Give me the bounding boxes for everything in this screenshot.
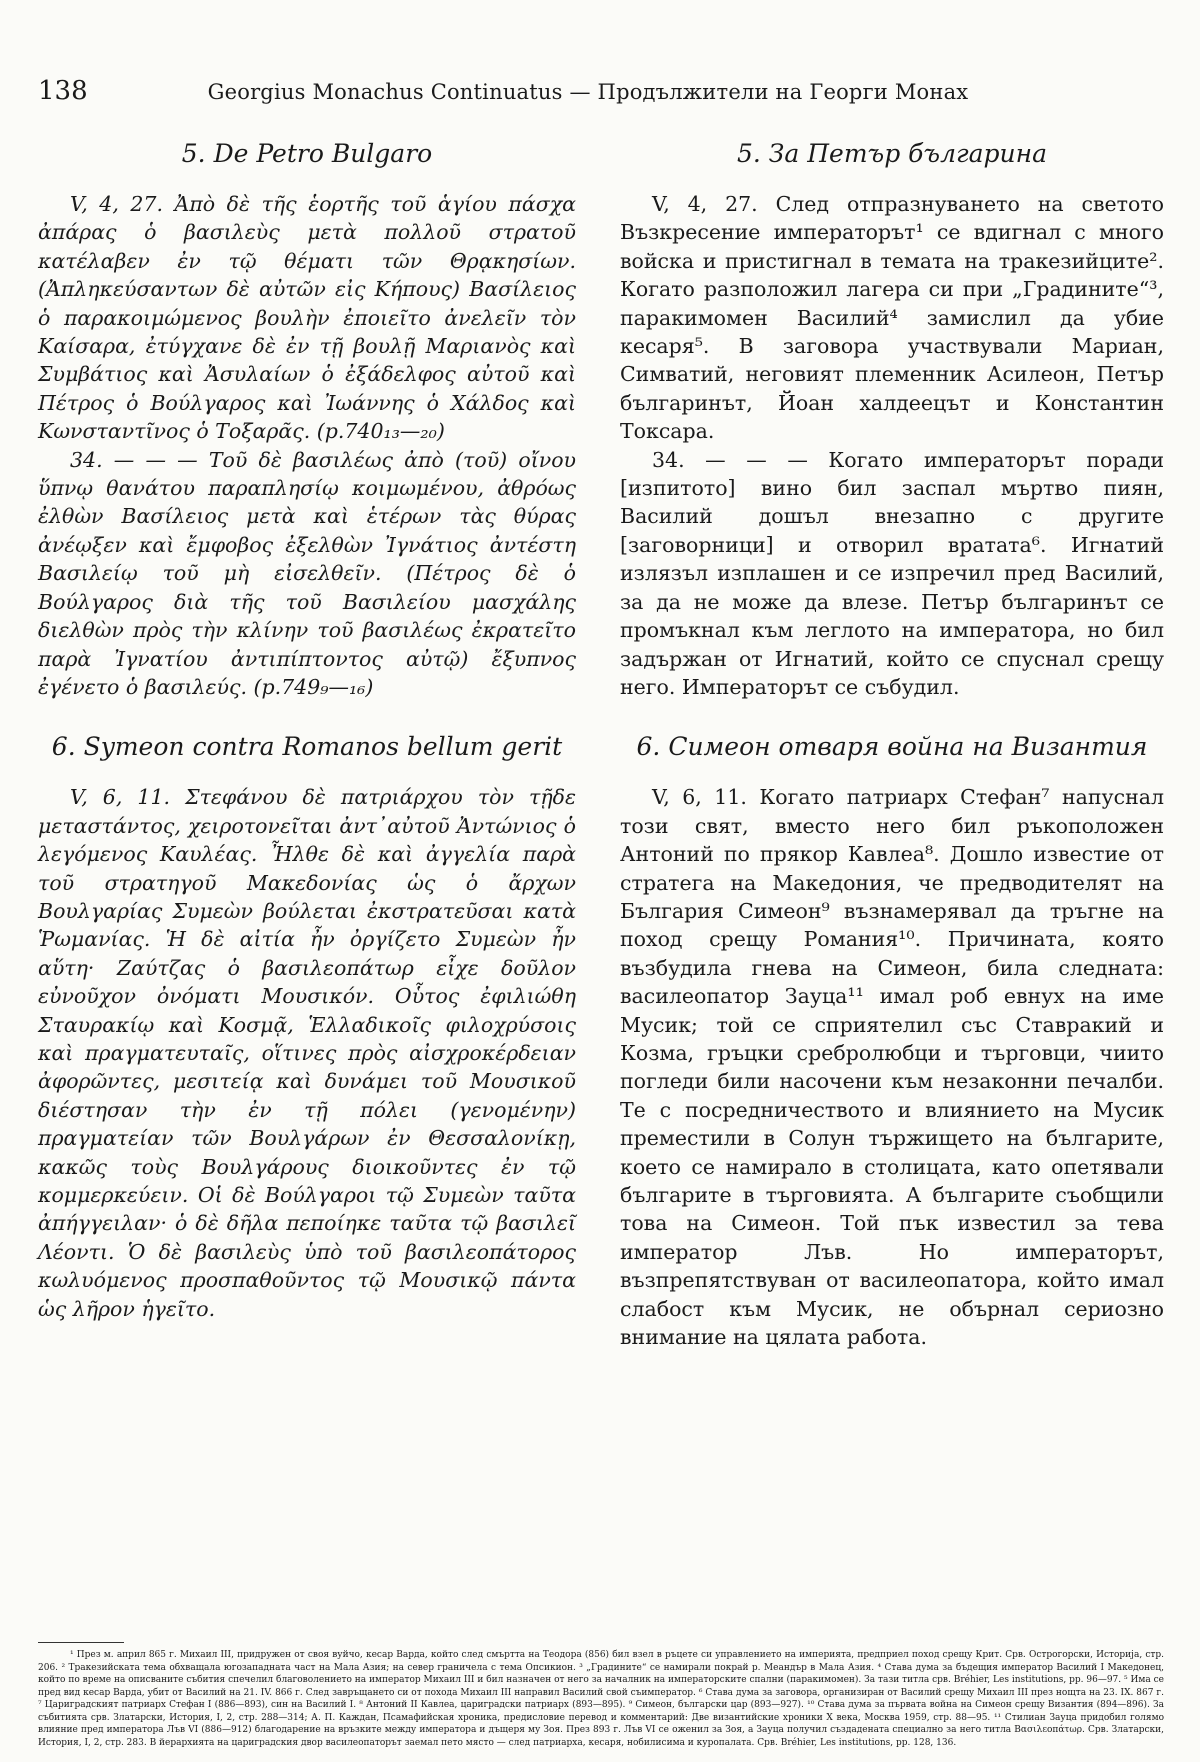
footnote-rule	[38, 1642, 124, 1643]
latin-greek-column	[38, 138, 576, 1323]
running-title: Georgius Monachus Continuatus — Продължители на Георги Монах	[207, 80, 969, 104]
running-head	[38, 76, 1138, 106]
translation-paragraph: V, 6, 11. Когато патриарх Стефан⁷ напуснал този свят, вместо него бил ръкоположен Антоний по прякор Кавлеа⁸. Дошло известие от стратега на Македония, че предводителят на България Симеон⁹ възнамерявал да тръгне на поход срещу Романия¹⁰. Причината, която възбудила гнева на Симеон, била следната: василеопатор Зауца¹¹ имал роб евнух на име Мусик; той се сприятелил със Ставракий и Козма, гръцки сребролюбци и търговци, чиито погледи били насочени към незаконни печалби. Те с посредничеството и влиянието на Мусик преместили в Солун тържището на българите, което се намирало в столицата, като опетявали българите в търговията. А българите съобщили това на Симеон. Той пък известил за тева император Лъв. Но императорът, възпрепятствуван от василеопатора, който имал слабост към Мусик, не обърнал сериозно внимание на цялата работа.	[620, 785, 1164, 1350]
section-5-heading-bulgarian: 5. За Петър българина	[737, 139, 1047, 168]
section-5-heading-latin: 5. De Petro Bulgaro	[181, 139, 433, 168]
translation-paragraph: V, 4, 27. След отпразнуването на светото Възкресение императорът¹ се вдигнал с много войска и пристигнал в темата на тракезийците². Когато разположил лагера си при „Градините“³, паракимомен Василий⁴ замислил да убие кесаря⁵. В заговора участвували Мариан, Симватий, неговият племенник Асилеон, Петър българинът, Йоан халдеецът и Константин Токсара.	[620, 192, 1164, 444]
footnotes	[38, 1642, 1164, 1749]
bulgarian-translation-column	[620, 138, 1164, 1351]
footnote-text: ¹ През м. април 865 г. Михаил III, придружен от своя вуйчо, кесар Варда, който след смъртта на Теодора (856) бил взел в ръцете си управлението на империята, предприел поход срещу Крит. Срв. Острогорски, Историја, стр. 206. ² Тракезийската тема обхващала югозападната част на Мала Азия; на север граничела с тема Опсикион. ³ „Градините“ се намирали покрай р. Меандър в Мала Азия. ⁴ Става дума за бъдещия император Василий I Македонец, който по време на описваните събития спечелил благоволението на император Михаил III и бил назначен от него за началник на императорските спални (паракимомен). За тази титла срв. Bréhier, Les institutions, pp. 96—97. ⁵ Има се пред вид кесар Варда, убит от Василий на 21. IV. 866 г. След завръщането си от похода Михаил III направил Василий свой съимператор. ⁶ Става дума за заговора, организиран от Василий срещу Михаил III през нощта на 23. IX. 867 г. ⁷ Цариградският патриарх Стефан I (886—893), син на Василий I. ⁸ Антоний II Кавлеа, цариградски патриарх (893—895). ⁹ Симеон, български цар (893—927). ¹⁰ Става дума за първата война на Симеон срещу Византия (894—896). За събитията срв. Златарски, История, I, 2, стр. 288—314; А. П. Каждан, Псамафийская хроника, предисловие перевод и комментарий: Две византийские хроники X века, Москва 1959, стр. 88—95. ¹¹ Стилиан Зауца придобил голямо влияние пред императора Лъв VI (886—912) благодарение на връзките между императора и дъщеря му Зоя. През 893 г. Лъв VI се оженил за Зоя, а Зауца получил създадената специално за него титла Βασιλεοπάτωρ. Срв. Златарски, История, I, 2, стр. 283. В йерархията на цариградския двор василеопаторът заемал пето място — след патриарха, кесаря, нобилисима и куропалата. Срв. Bréhier, Les institutions, pp. 128, 136.	[38, 1650, 1164, 1748]
greek-text-paragraph: V, 4, 27. Ἀπὸ δὲ τῆς ἑορτῆς τοῦ ἁγίου πάσχα ἀπάρας ὁ βασιλεὺς μετὰ πολλοῦ στρατοῦ κατέλαβεν ἐν τῷ θέματι τῶν Θρᾳκησίων. (Ἀπληκεύσαντων δὲ αὐτῶν εἰς Κήπους) Βασίλειος ὁ παρακοιμώμενος βουλὴν ἐποιεῖτο ἀνελεῖν τὸν Καίσαρα, ἐτύγχανε δὲ ἐν τῇ βουλῇ Μαριανὸς καὶ Συμβάτιος καὶ Ἀσυλαίων ὁ ἐξάδελφος αὐτοῦ καὶ Πέτρος ὁ Βούλγαρος καὶ Ἰωάννης ὁ Χάλδος καὶ Κωνσταντῖνος ὁ Τοξαρᾶς. (p.740₁₃—₂₀)	[38, 192, 576, 444]
section-6-heading-bulgarian: 6. Симеон отваря война на Византия	[636, 732, 1148, 762]
greek-text-paragraph: V, 6, 11. Στεφάνου δὲ πατριάρχου τὸν τῇδε μεταστάντος, χειροτονεῖται ἀντ᾽αὐτοῦ Ἀντώνιος ὁ λεγόμενος Καυλέας. Ἦλθε δὲ καὶ ἀγγελία παρὰ τοῦ στρατηγοῦ Μακεδονίας ὡς ὁ ἄρχων Βουλγαρίας Συμεὼν βούλεται ἐκστρατεῦσαι κατὰ Ῥωμανίας. Ἡ δὲ αἰτία ἦν ὀργίζετο Συμεὼν ἦν αὕτη· Ζαύτζας ὁ βασιλεοπάτωρ εἶχε δοῦλον εὐνοῦχον ὀνόματι Μουσικόν. Οὗτος ἐφιλιώθη Σταυρακίῳ καὶ Κοσμᾷ, Ἑλλαδικοῖς φιλοχρύσοις καὶ πραγματευταῖς, οἵτινες πρὸς αἰσχροκέρδειαν ἀφορῶντες, μεσιτείᾳ καὶ δυνάμει τοῦ Μουσικοῦ διέστησαν τὴν ἐν τῇ πόλει (γενομένην) πραγματείαν τῶν Βουλγάρων ἐν Θεσσαλονίκῃ, κακῶς τοὺς Βουλγάρους διοικοῦντες ἐν τῷ κομμερκεύειν. Οἱ δὲ Βούλγαροι τῷ Συμεὼν ταῦτα ἀπήγγειλαν· ὁ δὲ δῆλα πεποίηκε ταῦτα τῷ βασιλεῖ Λέοντι. Ὁ δὲ βασιλεὺς ὑπὸ τοῦ βασιλεοπάτορος κωλυόμενος προσπαθοῦντος τῷ Μουσικῷ πάντα ὡς λῆρον ἡγεῖτο.	[38, 785, 576, 1321]
translation-paragraph: 34. — — — Когато императорът поради [изпитото] вино бил заспал мъртво пиян, Василий дошъл внезапно с другите [заговорници] и отворил вратата⁶. Игнатий излязъл изплашен и се изпречил пред Василий, за да не може да влезе. Петър българинът се промъкнал към леглото на императора, но бил задържан от Игнатий, който се спуснал срещу него. Императорът се събудил.	[620, 447, 1164, 699]
section-6-heading-latin: 6. Symeon contra Romanos bellum gerit	[51, 732, 563, 762]
greek-text-paragraph: 34. — — — Τοῦ δὲ βασιλέως ἀπὸ (τοῦ) οἴνου ὕπνῳ θανάτου παραπλησίῳ κοιμωμένου, ἀθρόως ἐλθὼν Βασίλειος μετὰ καὶ ἑτέρων τὰς θύρας ἀνέῳξεν καὶ ἔμφοβος ἐξελθὼν Ἰγνάτιος ἀντέστη Βασιλείῳ τοῦ μὴ εἰσελθεῖν. (Πέτρος δὲ ὁ Βούλγαρος διὰ τῆς τοῦ Βασιλείου μασχάλης διελθὼν πρὸς τὴν κλίνην τοῦ βασιλέως ἐκρατεῖτο παρὰ Ἰγνατίου ἀντιπίπτοντος αὐτῷ) ἔξυπνος ἐγένετο ὁ βασιλεύς. (p.749₉—₁₆)	[38, 447, 576, 699]
page-number: 138	[38, 76, 88, 106]
